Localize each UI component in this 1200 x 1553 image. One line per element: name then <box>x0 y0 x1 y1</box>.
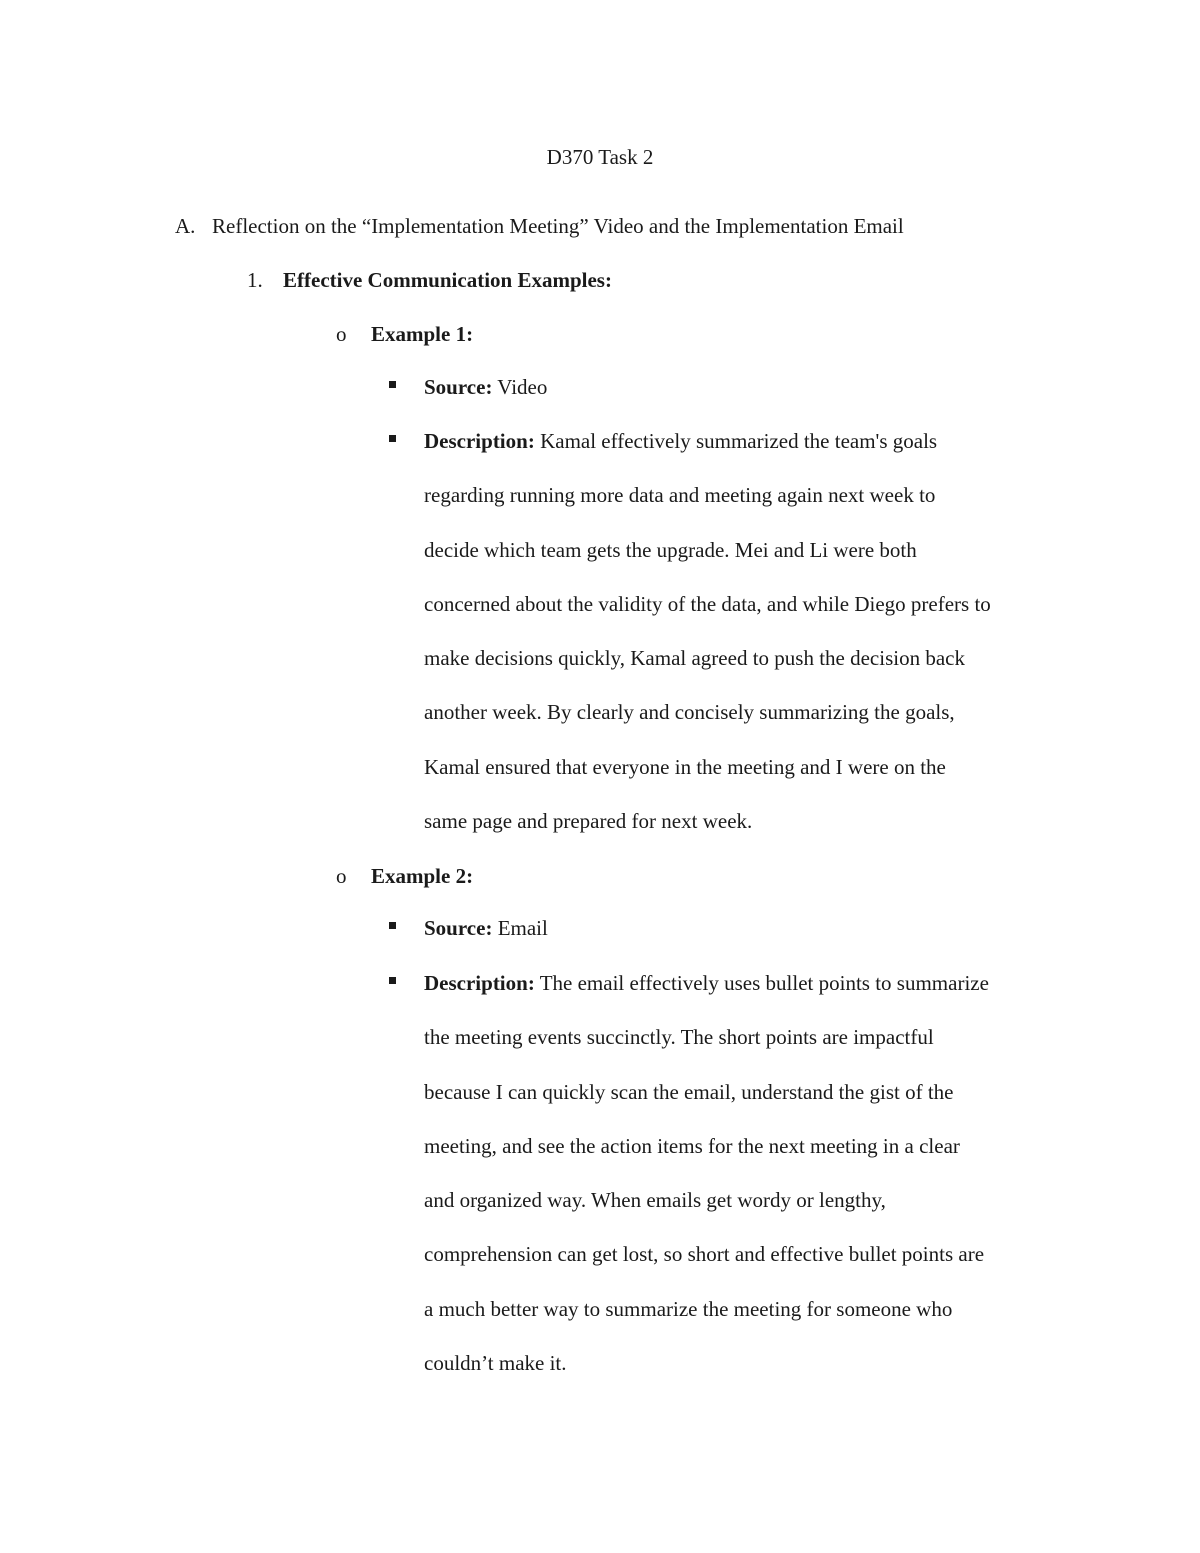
description-line: because I can quickly scan the email, understand the gist of the <box>424 1079 954 1104</box>
description-line: the meeting events succinctly. The short points are impactful <box>424 1025 934 1050</box>
example-1-bullet-icon: o <box>336 322 347 346</box>
description-line: couldn’t make it. <box>424 1351 567 1376</box>
source-label: Source: <box>424 916 493 940</box>
section-a-heading: Reflection on the “Implementation Meeting” Video and the Implementation Email <box>212 214 904 238</box>
example-2-heading: Example 2: <box>371 864 474 888</box>
description-line: comprehension can get lost, so short and effective bullet points are <box>424 1242 985 1267</box>
description-line: same page and prepared for next week. <box>424 809 753 834</box>
description-line: Description: The email effectively uses bullet points to summarize <box>424 971 989 995</box>
description-line: make decisions quickly, Kamal agreed to push the decision back <box>424 646 965 671</box>
description-label: Description: <box>424 971 535 995</box>
example-1-source <box>424 360 1074 414</box>
description-line: concerned about the validity of the data, and while Diego prefers to <box>424 591 991 616</box>
description-line: Kamal ensured that everyone in the meeting and I were on the <box>424 754 946 779</box>
description-line: decide which team gets the upgrade. Mei and Li were both <box>424 537 917 562</box>
example-2-source <box>424 901 1074 955</box>
square-bullet-icon <box>389 381 396 388</box>
description-line: regarding running more data and meeting again next week to <box>424 483 936 508</box>
source-label: Source: <box>424 375 493 399</box>
source-value: Video <box>492 375 548 399</box>
example-2-description <box>424 956 1074 1390</box>
source-value: Email <box>492 916 548 940</box>
square-bullet-icon <box>389 977 396 984</box>
description-line: a much better way to summarize the meeting for someone who <box>424 1296 953 1321</box>
description-line: meeting, and see the action items for the next meeting in a clear <box>424 1133 960 1158</box>
example-1-description <box>424 414 1074 848</box>
description-line: another week. By clearly and concisely summarizing the goals, <box>424 700 955 725</box>
item-1-heading: Effective Communication Examples: <box>283 268 612 292</box>
section-a-marker: A. <box>175 214 196 238</box>
description-line: Description: Kamal effectively summarized the team's goals <box>424 429 938 453</box>
example-2-bullet-icon: o <box>336 864 347 888</box>
description-label: Description: <box>424 429 535 453</box>
square-bullet-icon <box>389 435 396 442</box>
description-line: and organized way. When emails get wordy or lengthy, <box>424 1188 886 1213</box>
item-1-marker: 1. <box>247 268 263 292</box>
example-1-heading: Example 1: <box>371 322 474 346</box>
square-bullet-icon <box>389 922 396 929</box>
document-title: D370 Task 2 <box>546 145 654 169</box>
